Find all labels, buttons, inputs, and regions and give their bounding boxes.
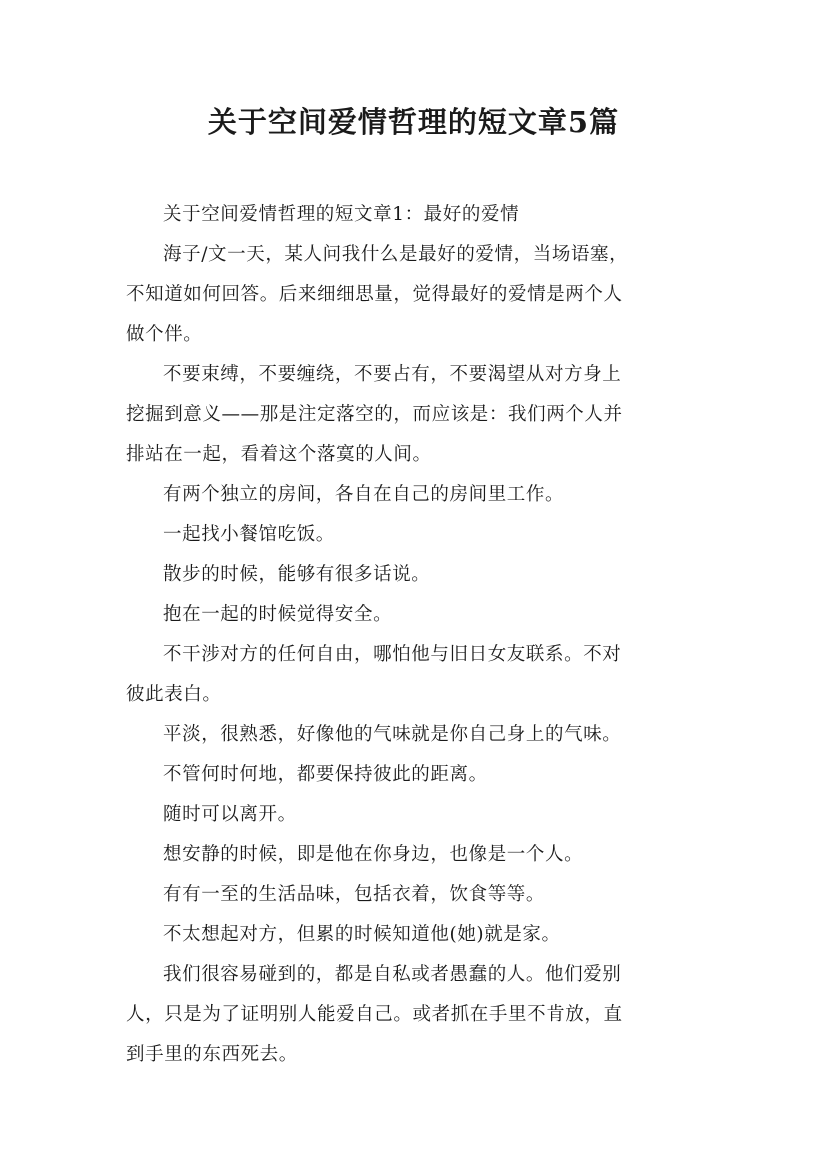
document-body bbox=[126, 195, 716, 1075]
paragraph: 不要束缚，不要缠绕，不要占有，不要渴望从对方身上 挖掘到意义——那是注定落空的，而应该是：我们两个人并 排站在一起，看着这个落寞的人间。 bbox=[126, 364, 623, 465]
paragraph: 抱在一起的时候觉得安全。 bbox=[163, 604, 393, 625]
paragraph: 关于空间爱情哲理的短文章1：最好的爱情 bbox=[163, 204, 520, 225]
paragraph: 不太想起对方，但累的时候知道他(她)就是家。 bbox=[163, 924, 561, 945]
paragraph: 散步的时候，能够有很多话说。 bbox=[163, 564, 431, 585]
paragraph: 不管何时何地，都要保持彼此的距离。 bbox=[163, 764, 488, 785]
paragraph: 不干涉对方的任何自由，哪怕他与旧日女友联系。不对 彼此表白。 bbox=[126, 644, 622, 705]
paragraph: 随时可以离开。 bbox=[163, 804, 297, 825]
paragraph: 有有一至的生活品味，包括衣着，饮食等等。 bbox=[163, 884, 546, 905]
document-title: 关于空间爱情哲理的短文章5篇 bbox=[207, 105, 620, 139]
paragraph: 平淡，很熟悉，好像他的气味就是你自己身上的气味。 bbox=[163, 724, 622, 745]
paragraph: 我们很容易碰到的，都是自私或者愚蠢的人。他们爱别 人，只是为了证明别人能爱自己。或者抓在手里不肯放，直 到手里的东西死去。 bbox=[126, 964, 623, 1065]
paragraph: 想安静的时候，即是他在你身边，也像是一个人。 bbox=[163, 844, 584, 865]
paragraph: 有两个独立的房间，各自在自己的房间里工作。 bbox=[163, 484, 565, 505]
paragraph: 海子/文一天，某人问我什么是最好的爱情，当场语塞， 不知道如何回答。后来细细思量，觉得最好的爱情是两个人 做个伴。 bbox=[126, 244, 629, 345]
paragraph: 一起找小餐馆吃饭。 bbox=[163, 524, 335, 545]
